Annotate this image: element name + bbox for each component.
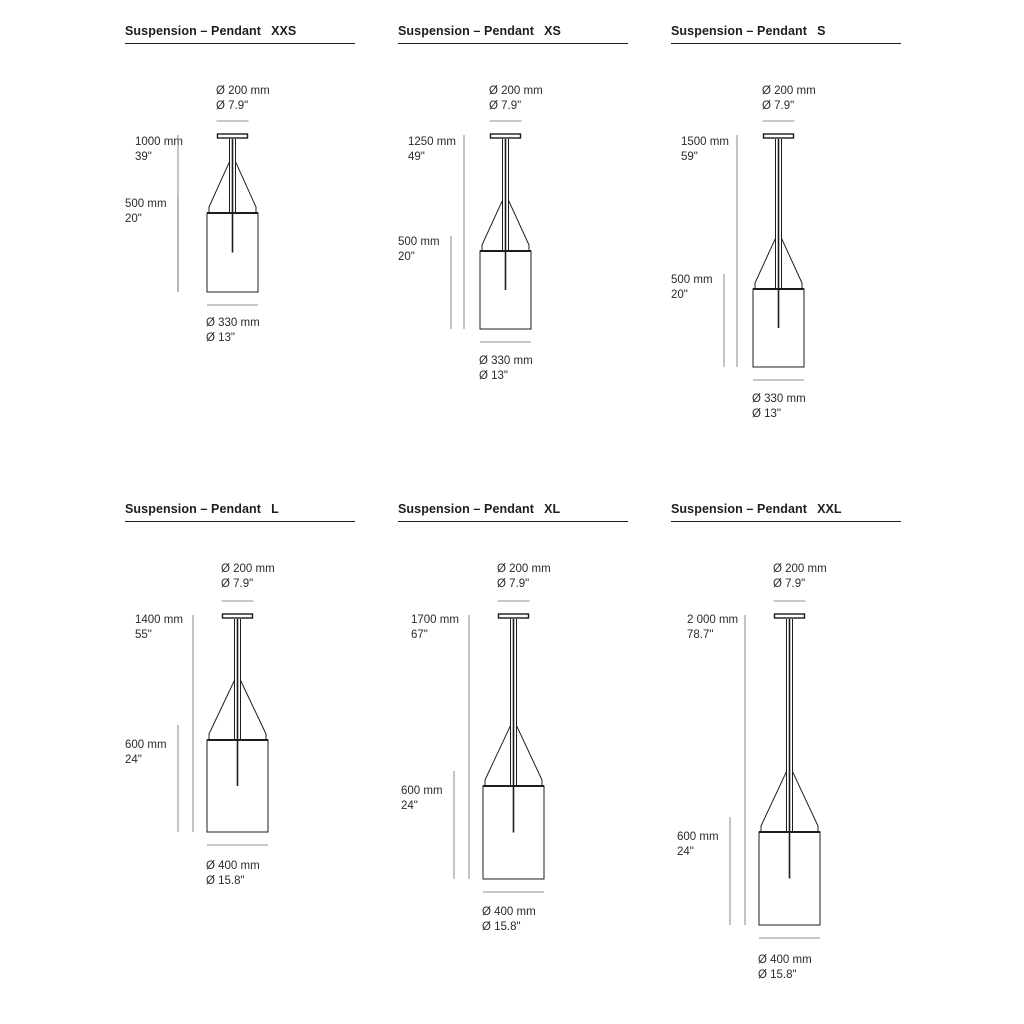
panel-title: Suspension – Pendant XS — [398, 24, 561, 38]
shade-height-mm: 600 mm — [401, 785, 443, 797]
pendant-drawing — [125, 24, 355, 444]
shade-height-in: 24" — [401, 800, 418, 812]
size-label: S — [817, 24, 826, 38]
shade-diameter-mm: Ø 330 mm — [479, 355, 533, 367]
pendant-drawing — [671, 502, 901, 982]
shade-height-in: 20" — [671, 289, 688, 301]
total-height-mm: 1000 mm — [135, 136, 183, 148]
canopy-diameter-in: Ø 7.9" — [221, 578, 254, 590]
suspension-rod-left — [485, 619, 511, 786]
shade-height-mm: 600 mm — [125, 739, 167, 751]
canopy-plate — [218, 134, 248, 138]
canopy-diameter-in: Ø 7.9" — [762, 100, 795, 112]
suspension-rod-right — [782, 139, 803, 289]
canopy-diameter-in: Ø 7.9" — [489, 100, 522, 112]
canopy-plate — [499, 614, 529, 618]
suspension-rod-right — [241, 619, 267, 740]
shade-height-mm: 600 mm — [677, 831, 719, 843]
total-height-mm: 1500 mm — [681, 136, 729, 148]
shade-height-in: 24" — [677, 846, 694, 858]
panel-title: Suspension – Pendant XXS — [125, 24, 297, 38]
panel-title: Suspension – Pendant XXL — [671, 502, 842, 516]
canopy-plate — [491, 134, 521, 138]
canopy-diameter-in: Ø 7.9" — [497, 578, 530, 590]
suspension-rod-right — [236, 139, 257, 213]
shade-diameter-mm: Ø 330 mm — [206, 317, 260, 329]
total-height-in: 59" — [681, 151, 698, 163]
canopy-diameter-in: Ø 7.9" — [773, 578, 806, 590]
size-label: XXL — [817, 502, 842, 516]
total-height-mm: 2 000 mm — [687, 614, 739, 626]
panel-title: Suspension – Pendant XL — [398, 502, 561, 516]
total-height-in: 49" — [408, 151, 425, 163]
suspension-rod-left — [755, 139, 776, 289]
shade-diameter-mm: Ø 400 mm — [206, 860, 260, 872]
shade-height-in: 24" — [125, 754, 142, 766]
shade-height-in: 20" — [398, 251, 415, 263]
shade-diameter-mm: Ø 400 mm — [482, 906, 536, 918]
canopy-diameter-mm: Ø 200 mm — [773, 563, 827, 575]
pendant-drawing — [125, 502, 355, 942]
canopy-plate — [223, 614, 253, 618]
suspension-rod-right — [509, 139, 530, 251]
canopy-diameter-mm: Ø 200 mm — [497, 563, 551, 575]
suspension-rod-left — [209, 619, 235, 740]
total-height-in: 55" — [135, 629, 152, 641]
suspension-rod-right — [517, 619, 543, 786]
suspension-rod-left — [761, 619, 787, 832]
shade-diameter-mm: Ø 330 mm — [752, 393, 806, 405]
canopy-plate — [775, 614, 805, 618]
size-label: XL — [544, 502, 561, 516]
pendant-drawing — [671, 24, 901, 444]
panel-title: Suspension – Pendant S — [671, 24, 826, 38]
canopy-diameter-mm: Ø 200 mm — [221, 563, 275, 575]
total-height-in: 67" — [411, 629, 428, 641]
pendant-drawing — [398, 502, 628, 942]
shade-diameter-in: Ø 15.8" — [758, 969, 797, 981]
suspension-rod-left — [209, 139, 230, 213]
total-height-in: 78.7" — [687, 629, 714, 641]
total-height-mm: 1700 mm — [411, 614, 459, 626]
suspension-rod-left — [482, 139, 503, 251]
total-height-in: 39" — [135, 151, 152, 163]
shade-height-mm: 500 mm — [398, 236, 440, 248]
canopy-plate — [764, 134, 794, 138]
shade-height-in: 20" — [125, 213, 142, 225]
shade-diameter-in: Ø 13" — [752, 408, 782, 420]
shade-diameter-mm: Ø 400 mm — [758, 954, 812, 966]
shade-diameter-in: Ø 15.8" — [206, 875, 245, 887]
suspension-rod-right — [793, 619, 819, 832]
shade-diameter-in: Ø 13" — [479, 370, 509, 382]
total-height-mm: 1400 mm — [135, 614, 183, 626]
size-label: L — [271, 502, 279, 516]
canopy-diameter-mm: Ø 200 mm — [489, 85, 543, 97]
canopy-diameter-mm: Ø 200 mm — [216, 85, 270, 97]
panel-title: Suspension – Pendant L — [125, 502, 279, 516]
shade-height-mm: 500 mm — [671, 274, 713, 286]
canopy-diameter-in: Ø 7.9" — [216, 100, 249, 112]
total-height-mm: 1250 mm — [408, 136, 456, 148]
shade-diameter-in: Ø 15.8" — [482, 921, 521, 933]
shade-diameter-in: Ø 13" — [206, 332, 236, 344]
shade-height-mm: 500 mm — [125, 198, 167, 210]
pendant-drawing — [398, 24, 628, 444]
canopy-diameter-mm: Ø 200 mm — [762, 85, 816, 97]
size-label: XXS — [271, 24, 297, 38]
size-label: XS — [544, 24, 561, 38]
